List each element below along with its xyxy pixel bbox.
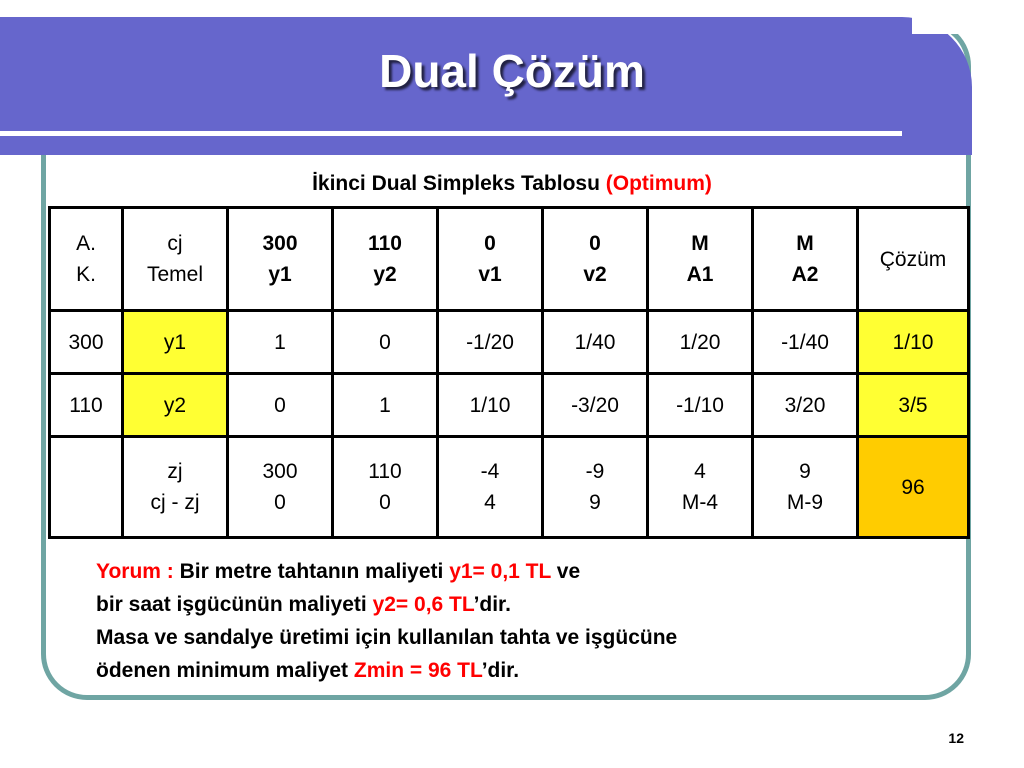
y1-value: y1= 0,1 TL (449, 560, 551, 583)
table-caption-text: İkinci Dual Simpleks Tablosu (312, 172, 600, 195)
header-cell-a1: M A1 (648, 208, 753, 311)
table-caption (0, 172, 1024, 196)
zj-cell: -9 9 (543, 437, 648, 538)
simplex-table (48, 206, 970, 539)
slide-title: Dual Çözüm (379, 45, 645, 97)
comment-text: bir saat işgücünün maliyeti (96, 593, 373, 616)
zj-cell: -4 4 (438, 437, 543, 538)
comment-text: Bir metre tahtanın maliyeti (173, 560, 450, 583)
cell: 0 (333, 311, 438, 374)
page-number: 12 (948, 730, 964, 746)
cell: -1/20 (438, 311, 543, 374)
header-cell-cozum: Çözüm (858, 208, 969, 311)
header-cell-a2: M A2 (753, 208, 858, 311)
header-cell-v1: 0 v1 (438, 208, 543, 311)
comment-text: Masa ve sandalye üretimi için kullanılan tahta ve işgücüne (96, 626, 678, 649)
cell: 1 (333, 374, 438, 437)
header-cell-ak: A. K. (50, 208, 123, 311)
cell: 1 (228, 311, 333, 374)
table-row-y2 (50, 374, 969, 437)
cell: 3/20 (753, 374, 858, 437)
optimum-value-cell: 96 (858, 437, 969, 538)
title-band-notch (912, 16, 972, 34)
y2-value: y2= 0,6 TL (372, 593, 474, 616)
cell: -3/20 (543, 374, 648, 437)
header-cell-y2: 110 y2 (333, 208, 438, 311)
table-caption-optimum: (Optimum) (605, 172, 712, 195)
zmin-value: Zmin = 96 TL (353, 659, 482, 682)
cell: 0 (228, 374, 333, 437)
table-row-y1 (50, 311, 969, 374)
header-cell-y1: 300 y1 (228, 208, 333, 311)
title-underline (0, 131, 902, 136)
cell: 110 (50, 374, 123, 437)
zj-cell: 110 0 (333, 437, 438, 538)
header-cell-v2: 0 v2 (543, 208, 648, 311)
comment-text: ’dir. (481, 659, 520, 682)
cell: 300 (50, 311, 123, 374)
empty-cell (50, 437, 123, 538)
comment-text: ödenen minimum maliyet (96, 659, 354, 682)
zj-cell: 300 0 (228, 437, 333, 538)
table-zj-row (50, 437, 969, 538)
comment-text: ’dir. (473, 593, 511, 616)
comment-label: Yorum : (96, 560, 174, 583)
interpretation-text (96, 555, 956, 687)
cell: -1/10 (648, 374, 753, 437)
cell: 1/10 (438, 374, 543, 437)
header-cell-cj-temel: cj Temel (123, 208, 228, 311)
cell: 1/20 (648, 311, 753, 374)
basis-cell: y2 (123, 374, 228, 437)
solution-cell: 1/10 (858, 311, 969, 374)
zj-cell: 4 M-4 (648, 437, 753, 538)
comment-text: ve (550, 560, 581, 583)
cell: -1/40 (753, 311, 858, 374)
solution-cell: 3/5 (858, 374, 969, 437)
cell: 1/40 (543, 311, 648, 374)
basis-cell: y1 (123, 311, 228, 374)
table-header-row (50, 208, 969, 311)
zj-cell: 9 M-9 (753, 437, 858, 538)
zj-label-cell: zj cj - zj (123, 437, 228, 538)
